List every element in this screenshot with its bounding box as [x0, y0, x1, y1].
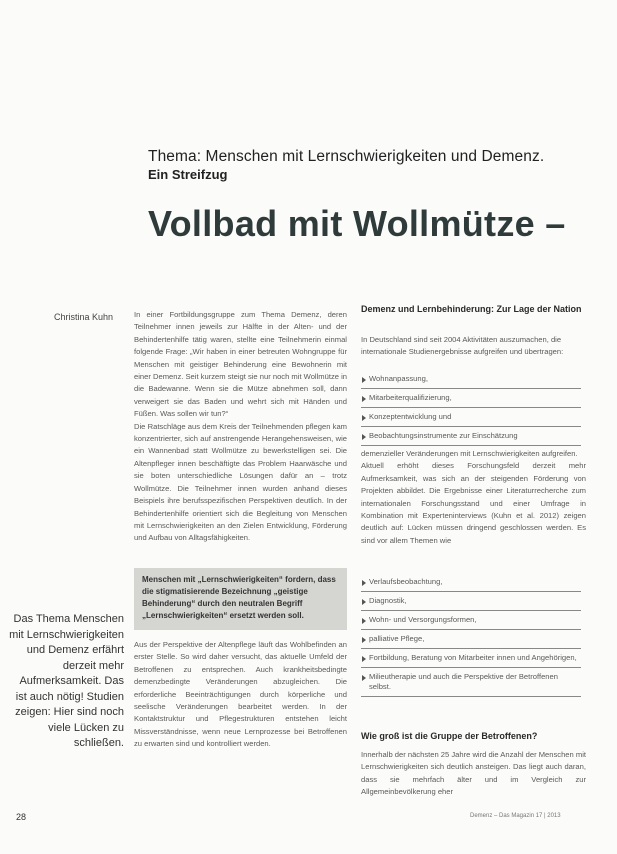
list-item: Diagnostik,	[361, 592, 581, 611]
paragraph: Die Ratschläge aus dem Kreis der Teilnehmenden pflegen kam konzentrierter, sich auf anstrengende Herangehensweisen, wie ein Wannenbad statt Wollmütze zu bewerkstelligen sei. Die Altenpfleger innen beschäftigte das Problem Haarwäsche und sie boten unterschiedliche Lösungen dafür an – trotz Wollmütze. Die Teilnehmer innen wurden anhand dieses Beispiels ihre berufsspezifischen Perspektiven deutlich. In der Behindertenhilfe orientiert sich die Begleitung von Menschen mit Lernschwierigkeiten an den Zielen Entwicklung, Förderung und Aufbau von Alltagsfähigkeiten.	[134, 421, 347, 543]
list-item: Wohnanpassung,	[361, 370, 581, 389]
list-item: Konzeptentwicklung und	[361, 408, 581, 427]
list-item: palliative Pflege,	[361, 630, 581, 649]
subtopic: Ein Streifzug	[148, 167, 228, 182]
pull-quote-box: Menschen mit „Lernschwierigkeiten“ fordern, dass die stigmatisierende Bezeichnung „geistige Behinderung“ durch den neutralen Begriff „Lernschwierigkeiten“ ersetzt werden soll.	[134, 568, 347, 630]
list-item: Milieutherapie und auch die Perspektive der Betroffenen selbst.	[361, 668, 581, 697]
sidebar-quote: Das Thema Menschen mit Lernschwierigkeiten und Demenz erfährt derzeit mehr Aufmerksamkeit. Das ist auch nötig! Studien zeigen: Hier sind noch viele Lücken zu schließen.	[9, 613, 124, 749]
paragraph: Aktuell erhöht dieses Forschungsfeld derzeit mehr Aufmerksamkeit, was sich an der steigenden Förderung von Projekten abbildet. Die Ergebnisse einer Literaturrecherche zum internationalen Forschungsstand und einer Umfrage in Kombination mit Experteninterviews (Kuhn et al. 2012) zeigen deutlich auf: Lücken müssen dringend geschlossen werden. Es sind vor allem Themen wie	[361, 461, 586, 545]
body-column-2	[361, 448, 586, 547]
list-item: Beobachtungsinstrumente zur Einschätzung	[361, 427, 581, 446]
subheading-question: Wie groß ist die Gruppe der Betroffenen?	[361, 731, 538, 741]
body-column-1-continued: Aus der Perspektive der Altenpflege läuft das Wohlbefinden an erster Stelle. So wird daher versucht, das aktuelle Umfeld der Betroffenen zu entsprechen. Auch krankheitsbedingte demenzbedingte Veränderungen abzugleichen. Die erforderliche Beeinträchtigungen durch körperliche und seelische Veränderungen bearbeitet werden. In der Kontaktstruktur und Pflegestrukturen entstehen leicht Missverständnisse, wenn neue Lernprozesse bei Betroffenen zu erwarten sind und kontrolliert werden.	[134, 640, 347, 749]
list-item: Fortbildung, Beratung von Mitarbeiter innen und Angehörigen,	[361, 649, 581, 668]
page-number: 28	[16, 812, 27, 822]
body-column-1	[134, 309, 347, 545]
section-heading: Demenz und Lernbehinderung: Zur Lage der Nation	[361, 304, 582, 314]
section-intro: In Deutschland sind seit 2004 Aktivitäten auszumachen, die internationale Studienergebnisse aufgreifen und übertragen:	[361, 335, 564, 357]
paragraph: demenzieller Veränderungen mit Lernschwierigkeiten aufgreifen.	[361, 449, 578, 458]
topic-line: Thema: Menschen mit Lernschwierigkeiten und Demenz.	[148, 148, 545, 165]
bullet-list-2	[361, 573, 581, 697]
running-footer: Demenz – Das Magazin 17 | 2013	[470, 813, 561, 819]
body-column-2-end: Innerhalb der nächsten 25 Jahre wird die Anzahl der Menschen mit Lernschwierigkeiten sich deutlich ansteigen. Das liegt auch daran, dass sie mehrfach älter und im Vergleich zur Allgemeinbevölkerung eher	[361, 750, 586, 797]
bullet-list-1	[361, 370, 581, 446]
paragraph: In einer Fortbildungsgruppe zum Thema Demenz, deren Teilnehmer innen jeweils zur Hälfte in der Alten- und der Behindertenhilfe tätig waren, stellte eine Teilnehmerin einmal folgende Frage: „Wir haben in einer betreuten Wohngruppe für Menschen mit geistiger Behinderung eine Bewohnerin mit einer Demenz. Seit kurzem steigt sie nur noch mit Wollmütze in die Badewanne. Wenn sie die Mütze abnehmen soll, dann verweigert sie das Baden und wehrt sich mit Händen und Füßen. Was sollen wir tun?“	[134, 310, 347, 419]
list-item: Mitarbeiterqualifizierung,	[361, 389, 581, 408]
list-item: Wohn- und Versorgungsformen,	[361, 611, 581, 630]
author: Christina Kuhn	[54, 312, 114, 322]
headline: Vollbad mit Wollmütze –	[148, 203, 566, 244]
list-item: Verlaufsbeobachtung,	[361, 573, 581, 592]
